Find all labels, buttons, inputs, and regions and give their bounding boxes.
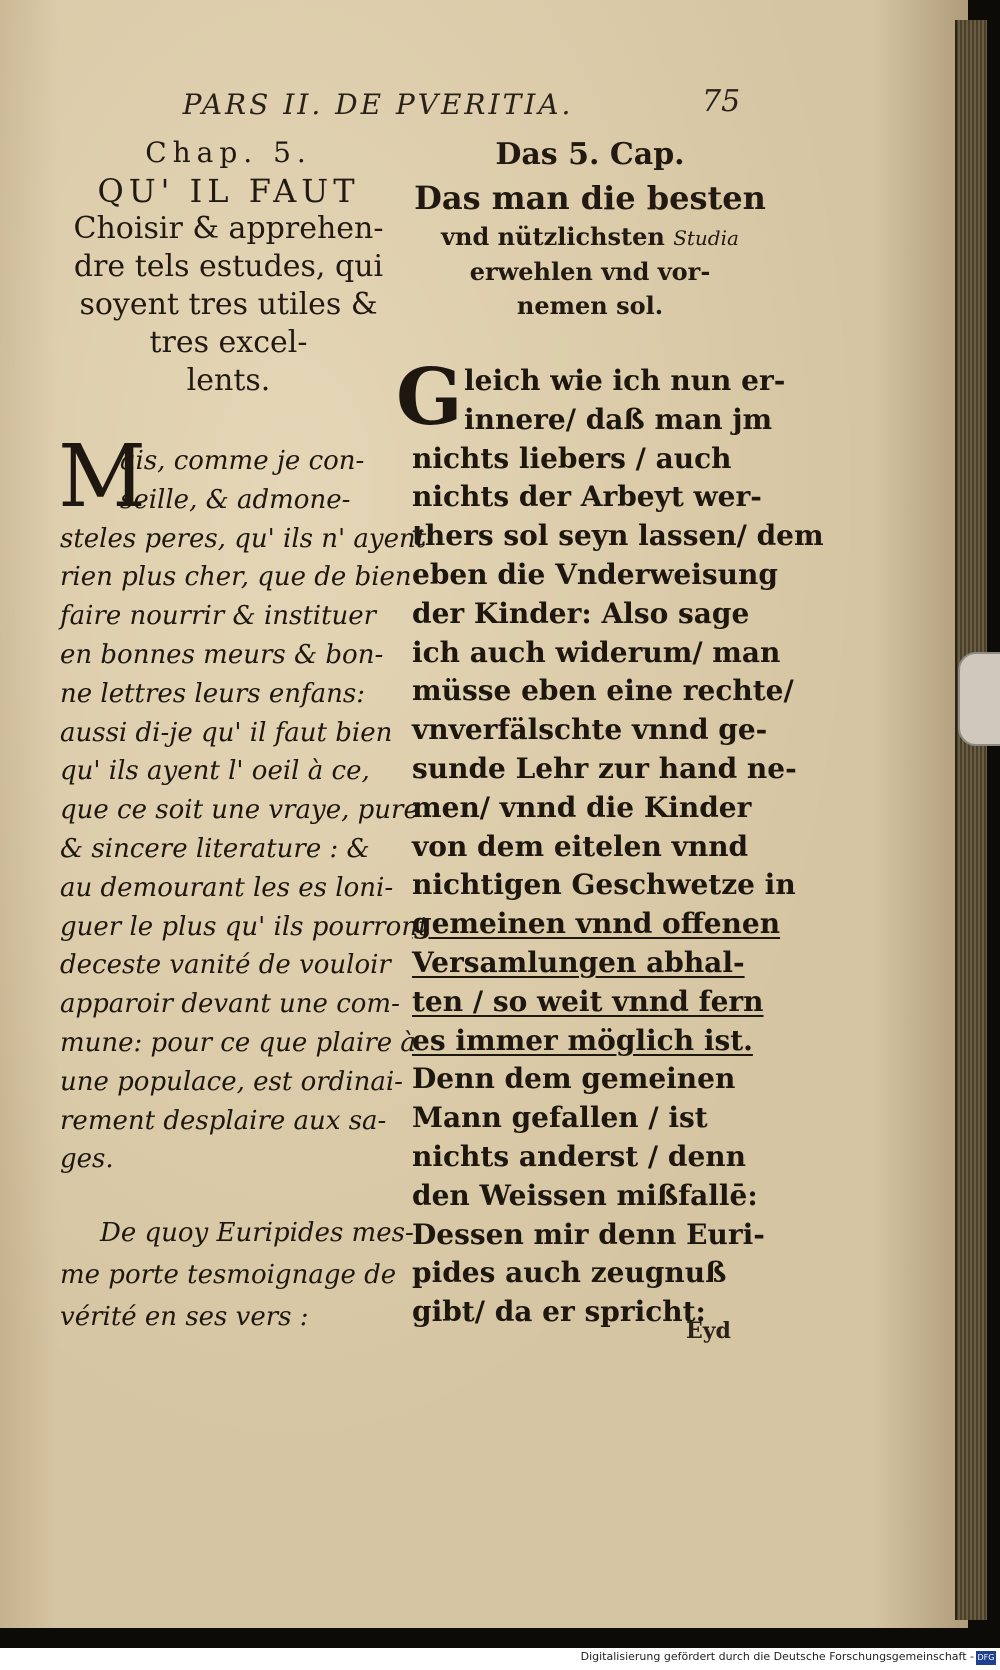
french-quote-line: me porte tesmoignage de bbox=[60, 1260, 397, 1290]
german-body-line: den Weissen mißfallē: bbox=[412, 1178, 758, 1212]
german-title-text: vnd nützlichsten bbox=[441, 222, 665, 251]
french-body-line: que ce soit une vraye, pure bbox=[60, 795, 419, 826]
catchword: Eyd bbox=[686, 1318, 731, 1344]
french-title-line: soyent tres utiles & bbox=[79, 287, 378, 322]
german-body-line: Denn dem gemeinen bbox=[412, 1062, 736, 1096]
german-body-line: nichts liebers / auch bbox=[412, 441, 732, 475]
french-body-line: aussi di-je qu' il faut bien bbox=[60, 717, 393, 748]
german-body-text bbox=[396, 352, 824, 1332]
german-underlined-line: gemeinen vnnd offenen bbox=[412, 907, 781, 941]
french-column-heading bbox=[56, 134, 401, 400]
german-drop-initial: G bbox=[396, 352, 463, 443]
french-title-line: QU' IL FAUT bbox=[97, 172, 360, 210]
german-body-line: thers sol seyn lassen/ dem bbox=[412, 519, 824, 553]
german-body-line: vnverfälschte vnnd ge- bbox=[412, 713, 768, 747]
french-body-line: au demourant les es loni- bbox=[60, 872, 394, 903]
french-body-line: en bonnes meurs & bon- bbox=[60, 639, 384, 670]
german-body-line: von dem eitelen vnnd bbox=[412, 829, 749, 863]
german-underlined-line: Versamlungen abhal- bbox=[412, 945, 745, 979]
german-body-line: Mann gefallen / ist bbox=[412, 1101, 708, 1135]
german-underlined-line: ten / so weit vnnd fern bbox=[412, 984, 764, 1018]
french-body-line: seille, & admone- bbox=[120, 484, 351, 515]
page-number: 75 bbox=[702, 84, 741, 119]
french-title-line: Choisir & apprehen- bbox=[73, 211, 384, 246]
german-body-line: men/ vnnd die Kinder bbox=[412, 790, 752, 824]
german-body-line: innere/ daß man jm bbox=[464, 402, 773, 436]
german-body-line: leich wie ich nun er- bbox=[464, 364, 786, 397]
french-quote-line: vérité en ses vers : bbox=[60, 1302, 309, 1332]
german-body-line: nichtigen Geschwetze in bbox=[412, 868, 796, 902]
french-body-line: guer le plus qu' ils pourront bbox=[60, 911, 429, 942]
french-body-line: ges. bbox=[60, 1144, 114, 1175]
footer-credit: Digitalisierung gefördert durch die Deutsche Forschungsgemeinschaft - bbox=[580, 1650, 974, 1663]
french-drop-initial: M bbox=[58, 427, 147, 527]
german-underlined-line: es immer möglich ist. bbox=[412, 1023, 753, 1057]
german-title-latin: Studia bbox=[673, 226, 739, 250]
french-body-line: ais, comme je con- bbox=[120, 446, 365, 476]
german-body-line: ich auch widerum/ man bbox=[412, 635, 781, 669]
german-title-line bbox=[410, 220, 770, 255]
page-clip-tab bbox=[958, 652, 1000, 746]
french-body-line: apparoir devant une com- bbox=[60, 989, 400, 1020]
french-quote-line: De quoy Euripides mes- bbox=[100, 1218, 414, 1248]
french-title-line: lents. bbox=[186, 363, 271, 398]
german-body-line: müsse eben eine rechte/ bbox=[412, 674, 794, 708]
german-body-line: pides auch zeugnuß bbox=[412, 1256, 727, 1290]
german-column-heading bbox=[410, 134, 770, 323]
german-body-line: nichts anderst / denn bbox=[412, 1139, 747, 1173]
french-quote-intro bbox=[60, 1212, 414, 1338]
french-body-line: une populace, est ordinai- bbox=[60, 1066, 403, 1097]
french-body-text bbox=[58, 427, 429, 1179]
running-title: PARS II. DE PVERITIA. bbox=[182, 88, 574, 121]
german-title-line: nemen sol. bbox=[516, 291, 664, 320]
french-body-line: ne lettres leurs enfans: bbox=[60, 678, 366, 709]
german-body-line: gibt/ da er spricht: bbox=[412, 1295, 706, 1329]
dfg-logo-icon: DFG bbox=[976, 1651, 996, 1665]
french-body-line: qu' ils ayent l' oeil à ce, bbox=[60, 756, 370, 787]
german-body-line: der Kinder: Also sage bbox=[412, 596, 750, 630]
french-body-line: deceste vanité de vouloir bbox=[60, 950, 391, 981]
french-body-line: & sincere literature : & bbox=[60, 833, 370, 864]
french-title-line: dre tels estudes, qui bbox=[73, 249, 384, 284]
french-body-line: faire nourrir & instituer bbox=[60, 601, 377, 632]
french-body-line: rement desplaire aux sa- bbox=[60, 1105, 387, 1136]
french-title-line: tres excel- bbox=[149, 325, 308, 360]
french-body-line: mune: pour ce que plaire à bbox=[60, 1027, 416, 1058]
french-body-line: steles peres, qu' ils n' ayent bbox=[60, 523, 427, 554]
french-chapter-label: Chap. 5. bbox=[145, 136, 312, 169]
german-body-line: eben die Vnderweisung bbox=[412, 557, 778, 591]
page-edges bbox=[955, 20, 987, 1620]
german-chapter-label: Das 5. Cap. bbox=[495, 137, 685, 172]
german-body-line: Dessen mir denn Euri- bbox=[412, 1217, 765, 1251]
german-body-line: nichts der Arbeyt wer- bbox=[412, 480, 762, 514]
french-body-line: rien plus cher, que de bien bbox=[60, 562, 412, 593]
german-title-line: Das man die besten bbox=[414, 179, 766, 217]
german-body-line: sunde Lehr zur hand ne- bbox=[412, 751, 797, 785]
german-title-line: erwehlen vnd vor- bbox=[469, 257, 711, 286]
